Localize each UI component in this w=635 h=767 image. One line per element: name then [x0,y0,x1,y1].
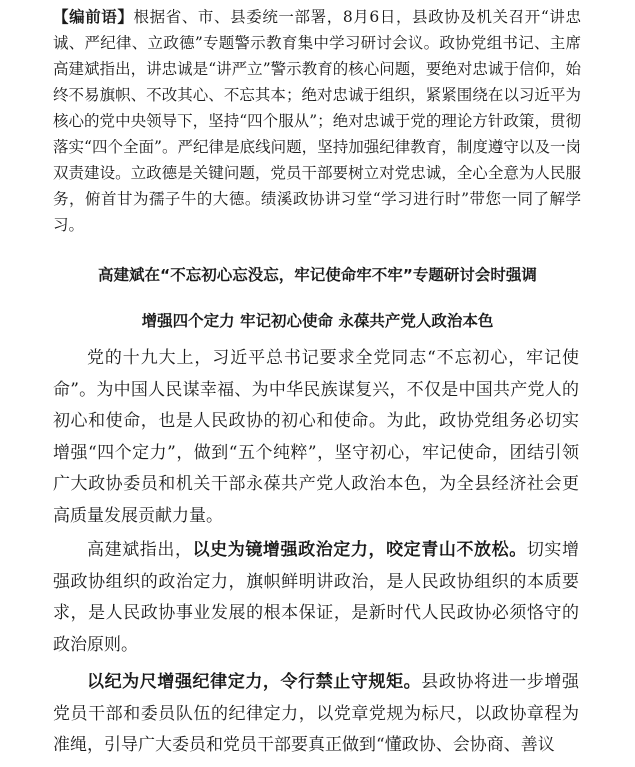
editor-note-text: 根据省、市、县委统一部署，8月6日，县政协及机关召开“讲忠诚、严纪律、立政德”专题警示教育集中学习研讨会议。政协党组书记、主席高建斌指出，讲忠诚是“讲严立”警示教育的核心问题，要绝对忠诚于信仰，始终不易旗帜、不改其心、不忘其本；绝对忠诚于组织，紧紧围绕在以习近平为核心的党中央领导下，坚持“四个服从”；绝对忠诚于党的理论方针政策，贯彻落实“四个全面”。严纪律是底线问题，坚持加强纪律教育，制度遵守以及一岗双责建设。立政德是关键问题，党员干部要树立对党忠诚，全心全意为人民服务，俯首甘为孺子牛的大德。绩溪政协讲习堂“学习进行时”带您一同了解学习。 [53,8,581,234]
editor-note-tag: 【编前语】 [53,7,134,26]
paragraph-3-emphasis: 以纪为尺增强纪律定力，令行禁止守规矩。 [87,672,422,692]
paragraph-1-text: 党的十九大上，习近平总书记要求全党同志“不忘初心，牢记使命”。为中国人民谋幸福、为中华民族谋复兴，不仅是中国共产党人的初心和使命，也是人民政协的初心和使命。为此，政协党组务必切实增强“四个定力”，做到“五个纯粹”，坚守初心，牢记使命，团结引领广大政协委员和机关干部永葆共产党人政治本色，为全县经济社会更高质量发展贡献力量。 [53,348,579,526]
paragraph-2-emphasis: 以史为镜增强政治定力，咬定青山不放松。 [192,540,527,560]
body-paragraph-3 [53,667,579,762]
paragraph-2-lead: 高建斌指出， [87,540,193,560]
body-paragraph-2 [53,535,579,661]
editor-note [53,4,581,238]
paragraph-3-rest: 县政协将进一步增强党员干部和委员队伍的纪律定力，以党章党规为标尺，以政协章程为准绳，引导广大委员和党员干部要真正做到“懂政协、会协商、善议 [53,672,580,755]
paragraph-2-rest: 切实增强政协组织的政治定力，旗帜鲜明讲政治，是人民政协组织的本质要求，是人民政协事业发展的根本保证，是新时代人民政协必须恪守的政治原则。 [53,540,580,655]
article-subtitle: 增强四个定力 牢记初心使命 永葆共产党人政治本色 [141,312,494,330]
body-paragraph-1 [53,343,579,532]
article-title: 高建斌在“不忘初心忘没忘，牢记使命牢不牢”专题研讨会时强调 [98,266,537,284]
